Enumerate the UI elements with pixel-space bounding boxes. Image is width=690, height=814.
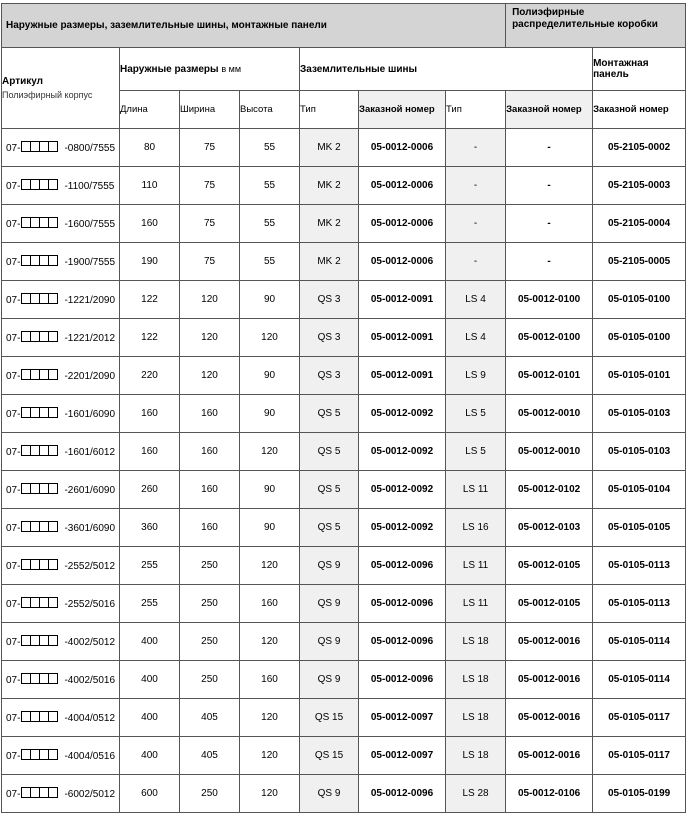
length-cell: 600 [120, 775, 180, 813]
busbar2-order-cell: 05-0012-0100 [506, 281, 593, 319]
article-prefix: 07- [6, 522, 21, 534]
table-row [2, 509, 686, 547]
busbar-order-cell: 05-0012-0096 [359, 623, 446, 661]
height-cell: 90 [240, 357, 300, 395]
busbar-order-cell: 05-0012-0006 [359, 243, 446, 281]
article-cell [2, 623, 120, 661]
dims-header [120, 48, 300, 91]
table-row [2, 281, 686, 319]
busbar2-type-cell: LS 18 [446, 623, 506, 661]
col-type1: Тип [300, 91, 359, 129]
article-prefix: 07- [6, 750, 21, 762]
table-row [2, 775, 686, 813]
article-cell [2, 205, 120, 243]
height-cell: 90 [240, 281, 300, 319]
busbar-order-cell: 05-0012-0097 [359, 699, 446, 737]
article-code-boxes [21, 559, 58, 573]
length-cell: 80 [120, 129, 180, 167]
width-cell: 405 [180, 737, 240, 775]
article-code: -1221/2012 [64, 332, 116, 344]
article-code-boxes [21, 331, 58, 345]
busbar2-order-cell: 05-0012-0106 [506, 775, 593, 813]
busbar-order-cell: 05-0012-0006 [359, 129, 446, 167]
busbar2-order-cell: 05-0012-0016 [506, 699, 593, 737]
busbar2-order-cell: 05-0012-0016 [506, 623, 593, 661]
busbar-type-cell: QS 5 [300, 395, 359, 433]
article-prefix: 07- [6, 256, 21, 268]
busbar-order-cell: 05-0012-0091 [359, 281, 446, 319]
article-code: -2552/5012 [64, 560, 116, 572]
width-cell: 160 [180, 433, 240, 471]
article-code: -1601/6012 [64, 446, 116, 458]
panel-order-cell: 05-2105-0005 [593, 243, 686, 281]
article-code: -1600/7555 [64, 218, 116, 230]
busbar2-order-cell: - [506, 205, 593, 243]
dims-title: Наружные размеры [120, 63, 219, 75]
height-cell: 90 [240, 395, 300, 433]
article-code-boxes [21, 673, 58, 687]
article-prefix: 07- [6, 408, 21, 420]
article-code-boxes [21, 597, 58, 611]
width-cell: 250 [180, 775, 240, 813]
article-code: -2201/2090 [64, 370, 116, 382]
busbar2-order-cell: 05-0012-0105 [506, 547, 593, 585]
table-row [2, 699, 686, 737]
article-prefix: 07- [6, 446, 21, 458]
article-cell [2, 167, 120, 205]
width-cell: 75 [180, 129, 240, 167]
busbar2-order-cell: 05-0012-0101 [506, 357, 593, 395]
busbar-type-cell: MK 2 [300, 205, 359, 243]
busbar-order-cell: 05-0012-0092 [359, 433, 446, 471]
length-cell: 160 [120, 433, 180, 471]
article-code-boxes [21, 141, 58, 155]
length-cell: 190 [120, 243, 180, 281]
busbar2-type-cell: LS 4 [446, 281, 506, 319]
banner-title: Наружные размеры, заземлительные шины, монтажные панели [2, 4, 506, 48]
width-cell: 75 [180, 205, 240, 243]
article-cell [2, 281, 120, 319]
article-prefix: 07- [6, 712, 21, 724]
table-row [2, 205, 686, 243]
article-prefix: 07- [6, 332, 21, 344]
busbar2-type-cell: LS 9 [446, 357, 506, 395]
length-cell: 122 [120, 281, 180, 319]
banner-row [2, 4, 686, 48]
height-cell: 120 [240, 737, 300, 775]
article-cell [2, 509, 120, 547]
width-cell: 250 [180, 623, 240, 661]
article-prefix: 07- [6, 294, 21, 306]
panel-order-cell: 05-0105-0114 [593, 623, 686, 661]
article-code: -0800/7555 [64, 142, 116, 154]
height-cell: 55 [240, 129, 300, 167]
article-code-boxes [21, 217, 58, 231]
busbar2-type-cell: LS 18 [446, 661, 506, 699]
length-cell: 400 [120, 623, 180, 661]
col-order3: Заказной номер [593, 91, 686, 129]
article-cell [2, 319, 120, 357]
length-cell: 160 [120, 395, 180, 433]
busbar-order-cell: 05-0012-0091 [359, 319, 446, 357]
article-cell [2, 775, 120, 813]
article-code: -4002/5016 [64, 674, 116, 686]
width-cell: 250 [180, 585, 240, 623]
panel-order-cell: 05-2105-0003 [593, 167, 686, 205]
length-cell: 110 [120, 167, 180, 205]
busbar-order-cell: 05-0012-0092 [359, 471, 446, 509]
panel-header: Монтажная панель [593, 48, 686, 91]
height-cell: 90 [240, 509, 300, 547]
article-prefix: 07- [6, 484, 21, 496]
width-cell: 250 [180, 661, 240, 699]
article-cell [2, 129, 120, 167]
height-cell: 55 [240, 205, 300, 243]
busbar2-order-cell: 05-0012-0102 [506, 471, 593, 509]
busbar-type-cell: QS 9 [300, 775, 359, 813]
busbar-type-cell: QS 3 [300, 281, 359, 319]
article-prefix: 07- [6, 788, 21, 800]
article-cell [2, 699, 120, 737]
article-prefix: 07- [6, 560, 21, 572]
busbar-type-cell: QS 5 [300, 509, 359, 547]
article-code-boxes [21, 711, 58, 725]
article-code-boxes [21, 483, 58, 497]
busbar2-order-cell: 05-0012-0010 [506, 433, 593, 471]
article-code-boxes [21, 293, 58, 307]
panel-order-cell: 05-0105-0117 [593, 699, 686, 737]
panel-order-cell: 05-0105-0103 [593, 433, 686, 471]
busbar2-order-cell: 05-0012-0103 [506, 509, 593, 547]
article-cell [2, 243, 120, 281]
busbars-header: Заземлительные шины [300, 48, 593, 91]
width-cell: 120 [180, 357, 240, 395]
busbar-type-cell: MK 2 [300, 129, 359, 167]
height-cell: 160 [240, 585, 300, 623]
busbar-order-cell: 05-0012-0097 [359, 737, 446, 775]
table-row [2, 547, 686, 585]
col-order1: Заказной номер [359, 91, 446, 129]
width-cell: 160 [180, 509, 240, 547]
busbar-order-cell: 05-0012-0096 [359, 775, 446, 813]
busbar2-type-cell: LS 11 [446, 547, 506, 585]
article-code: -3601/6090 [64, 522, 116, 534]
article-prefix: 07- [6, 598, 21, 610]
article-code-boxes [21, 255, 58, 269]
panel-order-cell: 05-0105-0113 [593, 547, 686, 585]
article-code: -4004/0512 [64, 712, 116, 724]
article-prefix: 07- [6, 636, 21, 648]
article-code-boxes [21, 521, 58, 535]
busbar-type-cell: QS 9 [300, 623, 359, 661]
article-code-boxes [21, 749, 58, 763]
article-cell [2, 661, 120, 699]
panel-order-cell: 05-2105-0002 [593, 129, 686, 167]
article-code: -6002/5012 [64, 788, 116, 800]
spec-table-container [1, 3, 689, 813]
height-cell: 120 [240, 699, 300, 737]
busbar-type-cell: MK 2 [300, 167, 359, 205]
table-row [2, 471, 686, 509]
busbar2-type-cell: LS 4 [446, 319, 506, 357]
table-row [2, 623, 686, 661]
busbar-type-cell: QS 5 [300, 433, 359, 471]
busbar-order-cell: 05-0012-0092 [359, 395, 446, 433]
table-row [2, 167, 686, 205]
busbar2-type-cell: LS 18 [446, 699, 506, 737]
panel-order-cell: 05-0105-0104 [593, 471, 686, 509]
busbar2-type-cell: LS 11 [446, 585, 506, 623]
busbar2-order-cell: 05-0012-0105 [506, 585, 593, 623]
height-cell: 120 [240, 623, 300, 661]
busbar-type-cell: QS 9 [300, 547, 359, 585]
panel-order-cell: 05-0105-0105 [593, 509, 686, 547]
busbar2-type-cell: - [446, 167, 506, 205]
busbar2-type-cell: - [446, 205, 506, 243]
width-cell: 75 [180, 167, 240, 205]
article-code: -2552/5016 [64, 598, 116, 610]
table-row [2, 243, 686, 281]
busbar2-order-cell: 05-0012-0010 [506, 395, 593, 433]
height-cell: 160 [240, 661, 300, 699]
length-cell: 260 [120, 471, 180, 509]
busbar-type-cell: MK 2 [300, 243, 359, 281]
width-cell: 160 [180, 471, 240, 509]
busbar-type-cell: QS 3 [300, 357, 359, 395]
table-row [2, 395, 686, 433]
article-code-boxes [21, 635, 58, 649]
busbar2-type-cell: LS 18 [446, 737, 506, 775]
busbar2-type-cell: LS 11 [446, 471, 506, 509]
busbar2-order-cell: 05-0012-0100 [506, 319, 593, 357]
article-code-boxes [21, 787, 58, 801]
busbar-type-cell: QS 3 [300, 319, 359, 357]
height-cell: 120 [240, 319, 300, 357]
dims-unit: в мм [221, 63, 242, 74]
article-code-boxes [21, 179, 58, 193]
busbar-order-cell: 05-0012-0091 [359, 357, 446, 395]
article-subtitle: Полиэфирный корпус [2, 90, 93, 100]
busbar-order-cell: 05-0012-0006 [359, 167, 446, 205]
length-cell: 255 [120, 585, 180, 623]
panel-order-cell: 05-0105-0114 [593, 661, 686, 699]
article-cell [2, 471, 120, 509]
article-code: -1100/7555 [64, 180, 115, 192]
panel-order-cell: 05-0105-0103 [593, 395, 686, 433]
height-cell: 55 [240, 243, 300, 281]
length-cell: 255 [120, 547, 180, 585]
length-cell: 360 [120, 509, 180, 547]
busbar2-order-cell: 05-0012-0016 [506, 737, 593, 775]
article-prefix: 07- [6, 142, 21, 154]
busbar2-type-cell: LS 5 [446, 433, 506, 471]
article-code: -1900/7555 [64, 256, 116, 268]
length-cell: 160 [120, 205, 180, 243]
length-cell: 400 [120, 699, 180, 737]
panel-order-cell: 05-0105-0100 [593, 281, 686, 319]
group-header-row [2, 48, 686, 91]
col-type2: Тип [446, 91, 506, 129]
article-code: -1221/2090 [64, 294, 116, 306]
table-row [2, 357, 686, 395]
busbar-order-cell: 05-0012-0096 [359, 547, 446, 585]
table-row [2, 433, 686, 471]
spec-table [1, 3, 686, 813]
busbar2-order-cell: - [506, 129, 593, 167]
article-code: -4004/0516 [64, 750, 116, 762]
busbar2-order-cell: - [506, 167, 593, 205]
height-cell: 55 [240, 167, 300, 205]
busbar2-type-cell: LS 28 [446, 775, 506, 813]
article-code: -1601/6090 [64, 408, 116, 420]
busbar-type-cell: QS 15 [300, 737, 359, 775]
article-cell [2, 395, 120, 433]
panel-order-cell: 05-0105-0117 [593, 737, 686, 775]
height-cell: 120 [240, 775, 300, 813]
article-code: -2601/6090 [64, 484, 116, 496]
col-order2: Заказной номер [506, 91, 593, 129]
width-cell: 160 [180, 395, 240, 433]
article-cell [2, 547, 120, 585]
width-cell: 250 [180, 547, 240, 585]
panel-order-cell: 05-0105-0113 [593, 585, 686, 623]
height-cell: 90 [240, 471, 300, 509]
article-code-boxes [21, 445, 58, 459]
width-cell: 120 [180, 281, 240, 319]
article-cell [2, 737, 120, 775]
article-prefix: 07- [6, 674, 21, 686]
height-cell: 120 [240, 433, 300, 471]
article-cell [2, 433, 120, 471]
table-row [2, 737, 686, 775]
panel-order-cell: 05-0105-0101 [593, 357, 686, 395]
table-row [2, 319, 686, 357]
busbar-order-cell: 05-0012-0092 [359, 509, 446, 547]
article-prefix: 07- [6, 370, 21, 382]
article-prefix: 07- [6, 218, 21, 230]
article-cell [2, 585, 120, 623]
busbar-type-cell: QS 15 [300, 699, 359, 737]
busbar2-order-cell: 05-0012-0016 [506, 661, 593, 699]
table-row [2, 129, 686, 167]
banner-title-right: Полиэфирные распределительные коробки [506, 4, 686, 48]
busbar-type-cell: QS 9 [300, 585, 359, 623]
panel-order-cell: 05-2105-0004 [593, 205, 686, 243]
busbar-order-cell: 05-0012-0096 [359, 585, 446, 623]
busbar2-type-cell: LS 16 [446, 509, 506, 547]
width-cell: 120 [180, 319, 240, 357]
busbar2-order-cell: - [506, 243, 593, 281]
busbar2-type-cell: LS 5 [446, 395, 506, 433]
article-code: -4002/5012 [64, 636, 116, 648]
col-length: Длина [120, 91, 180, 129]
col-height: Высота [240, 91, 300, 129]
length-cell: 400 [120, 661, 180, 699]
article-header [2, 48, 120, 129]
article-title: Артикул [2, 76, 44, 87]
busbar-type-cell: QS 5 [300, 471, 359, 509]
busbar-order-cell: 05-0012-0006 [359, 205, 446, 243]
width-cell: 75 [180, 243, 240, 281]
length-cell: 122 [120, 319, 180, 357]
busbar-type-cell: QS 9 [300, 661, 359, 699]
article-prefix: 07- [6, 180, 21, 192]
table-row [2, 661, 686, 699]
article-code-boxes [21, 407, 58, 421]
busbar2-type-cell: - [446, 129, 506, 167]
article-code-boxes [21, 369, 58, 383]
width-cell: 405 [180, 699, 240, 737]
busbar2-type-cell: - [446, 243, 506, 281]
panel-order-cell: 05-0105-0100 [593, 319, 686, 357]
length-cell: 400 [120, 737, 180, 775]
busbar-order-cell: 05-0012-0096 [359, 661, 446, 699]
length-cell: 220 [120, 357, 180, 395]
panel-order-cell: 05-0105-0199 [593, 775, 686, 813]
height-cell: 120 [240, 547, 300, 585]
article-cell [2, 357, 120, 395]
col-width: Ширина [180, 91, 240, 129]
table-row [2, 585, 686, 623]
